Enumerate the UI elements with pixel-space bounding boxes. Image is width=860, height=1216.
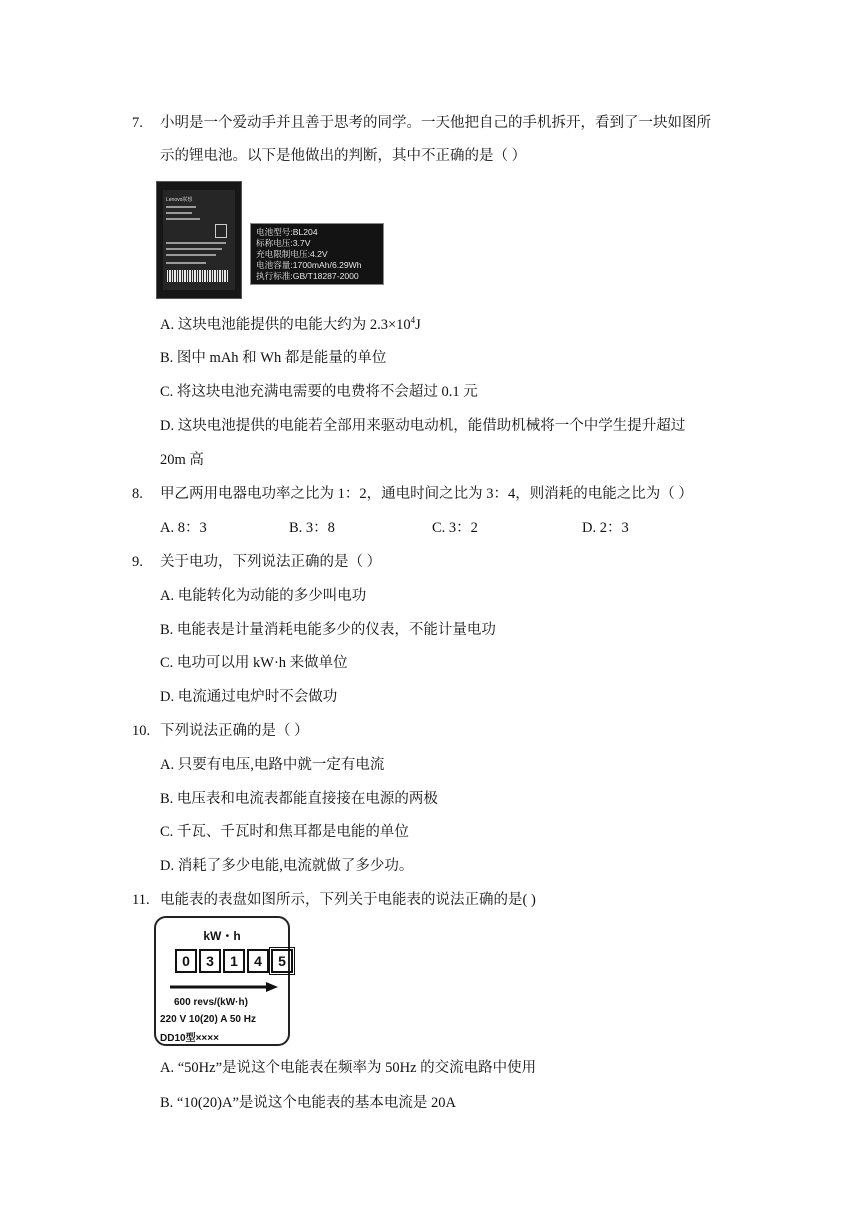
barcode-icon [167, 270, 229, 282]
meter-spec: 220 V 10(20) A 50 Hz [160, 1014, 256, 1025]
battery-label-line: 电池型号:BL204 [256, 227, 318, 237]
question-7-stem-line2: 示的锂电池。以下是他做出的判断，其中不正确的是（ ） [160, 148, 527, 164]
question-10-stem: 下列说法正确的是（ ） [160, 723, 309, 739]
battery-label-line: 电池容量:1700mAh/6.29Wh [256, 260, 362, 270]
question-10-number: 10. [132, 723, 151, 739]
question-7-option-a: A. 这块电池能提供的电能大约为 $2.3\times 10^4J$ [160, 315, 421, 333]
meter-digits [175, 949, 295, 973]
meter-digit: 1 [223, 949, 245, 973]
question-9-number: 9. [132, 554, 143, 570]
question-11-option-b: B. “10(20)A”是说这个电能表的基本电流是 20A [160, 1095, 457, 1111]
question-7-stem-line1: 小明是一个爱动手并且善于思考的同学。一天他把自己的手机拆开，看到了一块如图所 [160, 115, 711, 131]
question-9-option-d: D. 电流通过电炉时不会做功 [160, 689, 338, 705]
question-8-number: 8. [132, 486, 143, 502]
question-10-option-a: A. 只要有电压,电路中就一定有电流 [160, 757, 385, 773]
question-8-option-b: B. 3：8 [289, 520, 335, 536]
question-9-option-a: A. 电能转化为动能的多少叫电功 [160, 588, 367, 604]
battery-label-line: 执行标准:GB/T18287-2000 [256, 271, 359, 281]
battery-label-line: 充电限制电压:4.2V [256, 249, 328, 259]
meter-digit: 0 [175, 949, 197, 973]
electric-meter-dial [154, 916, 290, 1046]
meter-digit: 3 [199, 949, 221, 973]
meter-digit: 5 [271, 949, 293, 973]
question-7-option-c: C. 将这块电池充满电需要的电费将不会超过 0.1 元 [160, 384, 478, 400]
question-10-option-d: D. 消耗了多少电能,电流就做了多少功。 [160, 858, 414, 874]
battery-brand: Lenovo联想 [166, 197, 193, 203]
question-11-option-a: A. “50Hz”是说这个电能表在频率为 50Hz 的交流电路中使用 [160, 1060, 537, 1076]
question-8-option-a: A. 8：3 [160, 520, 207, 536]
question-7-option-b: B. 图中 mAh 和 Wh 都是能量的单位 [160, 350, 387, 366]
question-11-number: 11. [132, 892, 150, 908]
meter-digit: 4 [247, 949, 269, 973]
question-9-option-c: C. 电功可以用 kW·h 来做单位 [160, 655, 348, 671]
meter-model: DD10型×××× [160, 1033, 219, 1044]
meter-unit: kW・h [203, 929, 241, 943]
question-10-option-b: B. 电压表和电流表都能直接接在电源的两极 [160, 791, 438, 807]
rotation-arrow-icon [168, 982, 278, 992]
question-8-option-d: D. 2：3 [582, 520, 629, 536]
battery-label-closeup [250, 223, 384, 285]
question-7-option-d-line1: D. 这块电池提供的电能若全部用来驱动电动机，能借助机械将一个中学生提升超过 [160, 418, 686, 434]
question-7-option-d-line2: 20m 高 [160, 452, 204, 468]
battery-photo [156, 181, 242, 299]
battery-label-line: 标称电压:3.7V [256, 238, 311, 248]
meter-revolutions: 600 revs/(kW·h) [174, 997, 248, 1008]
question-8-stem: 甲乙两用电器电功率之比为 1：2，通电时间之比为 3：4，则消耗的电能之比为（ ） [160, 486, 693, 502]
question-10-option-c: C. 千瓦、千瓦时和焦耳都是电能的单位 [160, 824, 409, 840]
question-11-stem: 电能表的表盘如图所示，下列关于电能表的说法正确的是( ) [160, 892, 536, 908]
question-9-stem: 关于电功，下列说法正确的是（ ） [160, 554, 382, 570]
question-9-option-b: B. 电能表是计量消耗电能多少的仪表，不能计量电功 [160, 622, 496, 638]
question-7-number: 7. [132, 115, 143, 131]
question-8-option-c: C. 3：2 [432, 520, 478, 536]
